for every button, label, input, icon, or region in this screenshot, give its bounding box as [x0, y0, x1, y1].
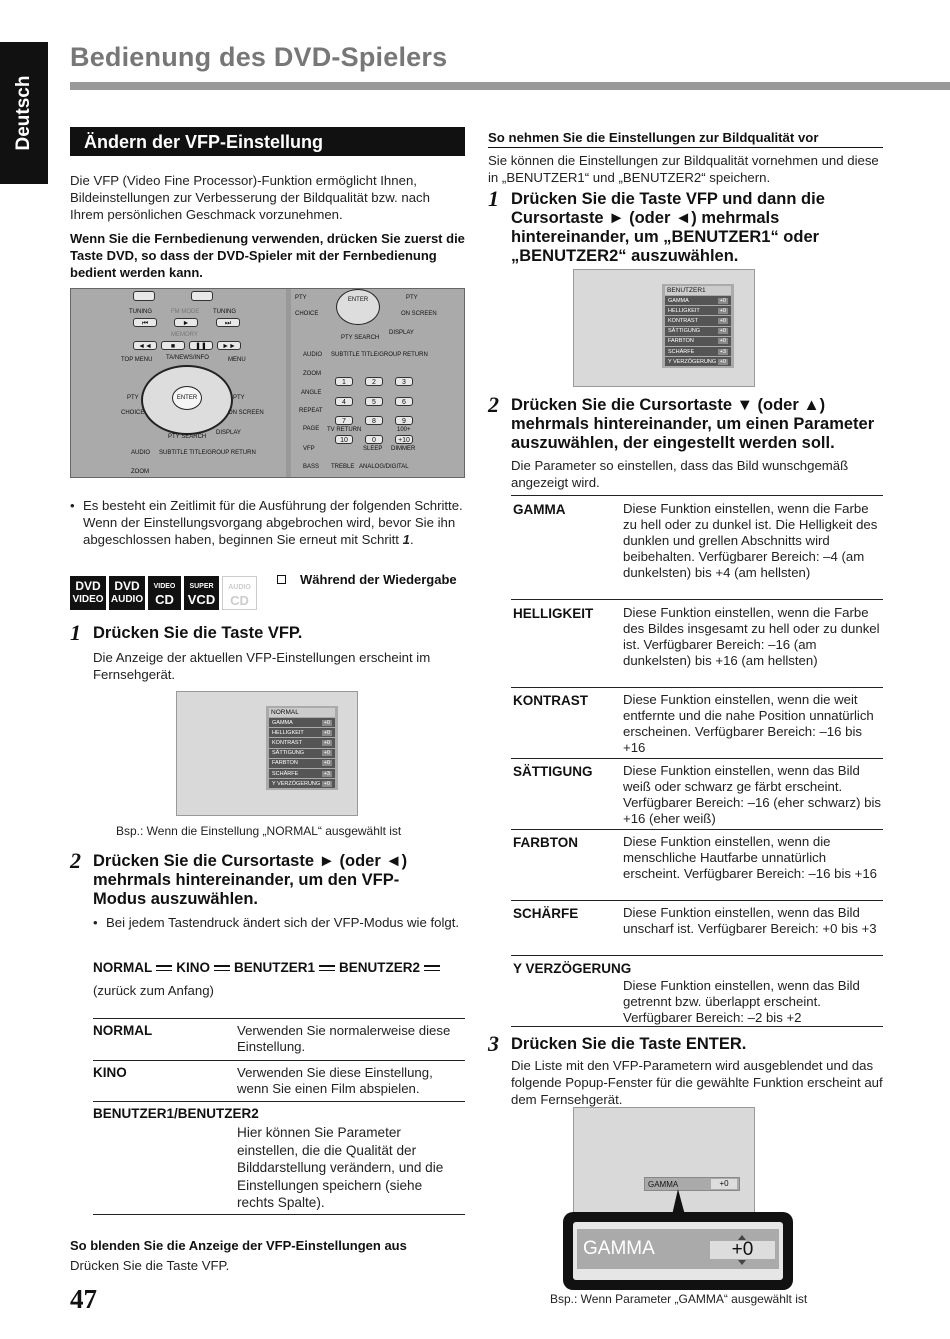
vfp-menu-rows	[269, 718, 335, 788]
number-key: 2	[365, 377, 383, 386]
remote-right-panel	[291, 289, 465, 478]
vfp-menu-rows	[665, 296, 731, 366]
vfp-param-name: HELLIGKEIT	[272, 729, 304, 736]
vfp-menu-row	[269, 779, 335, 788]
number-key: 5	[365, 397, 383, 406]
language-tab-label: Deutsch	[13, 75, 34, 151]
vfp-param-value: +0	[719, 338, 726, 345]
cycle-item: BENUTZER1	[234, 960, 316, 975]
next-key: ⏭	[216, 318, 240, 327]
param-key: SÄTTIGUNG	[513, 764, 593, 779]
vfp-param-name: HELLIGKEIT	[668, 307, 700, 314]
vfp-param-name: KONTRAST	[668, 317, 698, 324]
param-key: Y VERZÖGERUNG	[513, 961, 632, 976]
badge-audio-cd	[222, 576, 257, 610]
prev-key: ⏮	[133, 318, 157, 327]
vfp-param-value: +0	[323, 739, 330, 746]
vfp-menu-row	[269, 749, 335, 758]
remote-label: CHOICE	[121, 410, 145, 416]
vfp-menu-row	[269, 728, 335, 737]
badge-line: SUPER	[189, 583, 214, 590]
section-title-bar	[70, 127, 465, 156]
popup-large-name: GAMMA	[583, 1238, 655, 1259]
vfp-param-name: Y VERZÖGERUNG	[668, 358, 717, 365]
play-key: ►	[174, 318, 198, 327]
vfp-param-value: +0	[719, 317, 726, 324]
param-value: Diese Funktion einstellen, wenn das Bild unscharf ist. Verfügbarer Bereich: +0 bis +3	[623, 905, 877, 936]
vfp-menu-row	[269, 759, 335, 768]
popup-small-name: GAMMA	[648, 1180, 679, 1189]
vfp-menu-row	[269, 738, 335, 747]
vfp-param-name: GAMMA	[272, 719, 293, 726]
badge-line: VCD	[187, 592, 216, 607]
remote-label: ON SCREEN	[228, 410, 264, 416]
forward-key: ►►	[217, 341, 241, 350]
mode-value: Hier können Sie Parameter einstellen, die die Qualität der Bilddarstellung verändern, und die Einstellungen speichern (siehe rechts Spalte).	[237, 1125, 444, 1210]
title-rule	[70, 82, 950, 90]
tv-screen-normal	[176, 691, 358, 816]
remote-label: TV RETURN	[327, 427, 362, 433]
param-key: KONTRAST	[513, 693, 588, 708]
badge-line: AUDIO	[110, 594, 144, 605]
cycle-item: NORMAL	[93, 960, 153, 975]
vfp-menu-row	[665, 347, 731, 356]
bullet-marker: •	[93, 915, 98, 930]
badge-line: AUDIO	[228, 584, 251, 591]
vfp-param-value: +0	[323, 729, 330, 736]
screen-caption: Bsp.: Wenn die Einstellung „NORMAL“ ausgewählt ist	[116, 824, 402, 838]
param-row	[511, 687, 883, 758]
intro-text: Die VFP (Video Fine Processor)-Funktion ermöglicht Ihnen, Bildeinstellungen zur Verbesserung der Bildqualität bzw. nach Ihrem persönlichen Geschmack vorzunehmen.	[70, 173, 430, 222]
step-title: Drücken Sie die Taste VFP und dann die Cursortaste ► (oder ◄) mehrmals hintereinander, um „BENUTZER1“ oder „BENUTZER2“ auszuwählen.	[511, 190, 825, 265]
vfp-param-value: +0	[323, 750, 330, 757]
param-row	[511, 758, 883, 829]
hide-heading: So blenden Sie die Anzeige der VFP-Einstellungen aus	[70, 1238, 407, 1253]
param-value: Diese Funktion einstellen, wenn die menschliche Hautfarbe unnatürlich erscheint. Verfügbarer Bereich: –16 bis +16	[623, 834, 878, 881]
step-ref: 1	[402, 532, 410, 547]
step-number: 2	[488, 392, 499, 417]
vfp-menu-row	[665, 327, 731, 336]
vfp-menu-title: NORMAL	[269, 708, 335, 717]
remote-label: TA/NEWS/INFO	[166, 355, 209, 361]
popup-large-value: +0	[731, 1239, 754, 1260]
vfp-param-name: Y VERZÖGERUNG	[272, 780, 321, 787]
param-key: SCHÄRFE	[513, 906, 579, 921]
remote-label: ANGLE	[301, 390, 322, 396]
remote-label: REPEAT	[299, 408, 323, 414]
param-key: HELLIGKEIT	[513, 606, 594, 621]
during-playback-label: Während der Wiedergabe	[300, 572, 457, 587]
mode-row	[93, 1018, 465, 1060]
badge-dvd-video	[70, 576, 106, 610]
pause-key: ❚❚	[189, 341, 213, 350]
remote-label: AUDIO	[303, 352, 323, 358]
mode-value: Verwenden Sie diese Einstellung, wenn Sie einen Film abspielen.	[237, 1065, 433, 1096]
badge-line: CD	[230, 593, 249, 608]
step-title: Drücken Sie die Cursortaste ▼ (oder ▲) mehrmals hintereinander, um einen Parameter auszuwählen, der eingestellt werden soll.	[511, 396, 875, 452]
remote-label: PTY	[233, 395, 245, 401]
param-value: Diese Funktion einstellen, wenn die weit entfernte und die nahe Position unnatürlich erscheinen. Verfügbarer Bereich: –16 bis +16	[623, 692, 874, 755]
param-value: Diese Funktion einstellen, wenn die Farbe des Bildes insgesamt zu hell oder zu dunkel ist. Verfügbarer Bereich: –16 (am dunkelsten) bis +16 (am hellsten)	[623, 605, 880, 668]
badge-video-cd	[148, 576, 181, 610]
remote-label: DIMMER	[391, 446, 416, 452]
param-value: Diese Funktion einstellen, wenn die Farbe zu hell oder zu dunkel ist. Die Helligkeit des dunklen und grellen Abschnitts wird beibehalten. Verfügbarer Bereich: –4 (am dunkelsten) bis +4 (am hellsten)	[623, 501, 878, 580]
remote-label: AUDIO	[131, 450, 151, 456]
param-key: FARBTON	[513, 835, 579, 850]
badge-super-vcd	[184, 576, 219, 610]
popup-small-value: +0	[711, 1179, 737, 1189]
section-title: Ändern der VFP-Einstellung	[84, 132, 324, 152]
step-desc: Die Parameter so einstellen, dass das Bild wunschgemäß angezeigt wird.	[511, 458, 849, 490]
remote-left-panel	[71, 289, 286, 478]
remote-label: PTY SEARCH	[168, 434, 207, 440]
step-title: Drücken Sie die Taste ENTER.	[511, 1035, 747, 1053]
mode-value: Verwenden Sie normalerweise diese Einstellung.	[237, 1023, 451, 1054]
step-number: 1	[488, 186, 499, 211]
step-bullet: Bei jedem Tastendruck ändert sich der VFP-Modus wie folgt.	[106, 915, 460, 930]
number-key: 0	[365, 435, 383, 444]
cycle-item: KINO	[176, 960, 210, 975]
vfp-menu-row	[665, 296, 731, 305]
vfp-menu	[662, 284, 734, 368]
bullet-marker: •	[70, 498, 75, 513]
remote-label: VFP	[303, 446, 315, 452]
page-title: Bedienung des DVD-Spielers	[70, 42, 448, 72]
right-intro: Sie können die Einstellungen zur Bildqualität vornehmen und diese in „BENUTZER1“ und „BENUTZER2“ speichern.	[488, 153, 879, 185]
remote-label: PAGE	[303, 426, 320, 432]
number-key: 3	[395, 377, 413, 386]
vfp-menu	[266, 706, 338, 790]
stop-key: ■	[161, 341, 185, 350]
vfp-param-name: FARBTON	[272, 760, 298, 767]
vfp-param-value: +0	[719, 358, 726, 365]
vfp-param-name: KONTRAST	[272, 739, 302, 746]
remote-note: Wenn Sie die Fernbedienung verwenden, drücken Sie zuerst die Taste DVD, so dass der DVD-Spieler mit der Fernbedienung bedient werden kann.	[70, 231, 465, 280]
step-number: 1	[70, 620, 81, 645]
vfp-menu-row	[665, 357, 731, 366]
remote-label: PTY	[295, 295, 307, 301]
remote-label: MEMORY	[171, 332, 198, 338]
time-limit-text: Es besteht ein Zeitlimit für die Ausführung der folgenden Schritte. Wenn der Einstellungsvorgang abgebrochen wird, bevor Sie ihn abgeschlossen haben, beginnen Sie erneut mit Schritt	[83, 498, 463, 547]
mode-row	[93, 1060, 465, 1102]
step-title: Drücken Sie die Cursortaste ► (oder ◄) mehrmals hintereinander, um den VFP-Modus auszuwählen.	[93, 852, 408, 908]
badge-dvd-audio	[109, 576, 145, 610]
step-desc: Die Liste mit den VFP-Parametern wird ausgeblendet und das folgende Popup-Fenster für die gewählte Funktion erscheint auf dem Fernsehgerät.	[511, 1058, 883, 1107]
language-tab	[0, 42, 48, 184]
remote-label: 100+	[397, 427, 411, 433]
remote-label: PTY	[406, 295, 418, 301]
vfp-menu-title: BENUTZER1	[665, 286, 731, 295]
popup-caption: Bsp.: Wenn Parameter „GAMMA“ ausgewählt ist	[550, 1292, 808, 1306]
number-key: 7	[335, 416, 353, 425]
cycle-arrow-icon	[214, 963, 230, 973]
time-limit-note: Es besteht ein Zeitlimit für die Ausführung der folgenden Schritte. Wenn der Einstellungsvorgang abgebrochen wird, bevor Sie ihn abgeschlossen haben, beginnen Sie erneut mit Schritt 1.	[83, 498, 463, 547]
param-row	[511, 599, 883, 687]
remote-label: MENU	[228, 357, 246, 363]
right-heading: So nehmen Sie die Einstellungen zur Bildqualität vor	[488, 130, 883, 148]
remote-label: BASS	[303, 464, 320, 470]
remote-label: SUBTITLE TITLE/GROUP RETURN	[159, 450, 256, 456]
vfp-param-name: SCHÄRFE	[668, 348, 695, 355]
vfp-param-value: +0	[323, 719, 330, 726]
vfp-menu-row	[269, 769, 335, 778]
callout-pointer	[672, 1189, 685, 1215]
vfp-param-value: +0	[719, 307, 726, 314]
remote-label: DISPLAY	[216, 430, 241, 436]
remote-key	[133, 291, 155, 301]
vfp-menu-row	[665, 316, 731, 325]
remote-label: TUNING	[213, 309, 236, 315]
vfp-param-value: +0	[719, 297, 726, 304]
cycle-arrow-icon	[319, 963, 335, 973]
vfp-param-name: FARBTON	[668, 338, 694, 345]
badge-line: DVD	[114, 579, 140, 593]
number-key: 8	[365, 416, 383, 425]
number-key: 6	[395, 397, 413, 406]
page-number: 47	[70, 1284, 97, 1314]
step-number: 3	[488, 1031, 499, 1056]
remote-label: TUNING	[129, 309, 152, 315]
vfp-menu-row	[665, 337, 731, 346]
vfp-menu-row	[665, 306, 731, 315]
remote-label: PTY	[127, 395, 139, 401]
remote-label: PTY SEARCH	[341, 335, 380, 341]
enter-key-small: ENTER	[336, 289, 380, 325]
remote-label: ZOOM	[303, 371, 321, 377]
remote-key	[191, 291, 213, 301]
tv-screen-benutzer1	[573, 269, 755, 387]
remote-label: CHOICE	[295, 311, 319, 317]
number-key: 10	[335, 435, 353, 444]
badge-line: VIDEO	[72, 594, 104, 605]
param-key: GAMMA	[513, 502, 566, 517]
param-row	[511, 495, 883, 599]
hide-text: Drücken Sie die Taste VFP.	[70, 1258, 230, 1273]
remote-label: SUBTITLE TITLE/GROUP RETURN	[331, 352, 428, 358]
vfp-param-name: GAMMA	[668, 297, 689, 304]
vfp-param-value: +3	[323, 770, 330, 777]
param-value: Diese Funktion einstellen, wenn das Bild weiß oder schwarz ge färbt erscheint. Verfügbarer Bereich: –16 (eher schwarz) bis +16 (eher weiß)	[623, 763, 882, 826]
mode-row	[93, 1101, 465, 1215]
cycle-item: BENUTZER2	[339, 960, 421, 975]
remote-label: DISPLAY	[389, 330, 414, 336]
vfp-param-name: SCHÄRFE	[272, 770, 299, 777]
enter-key: ENTER	[172, 386, 202, 410]
remote-label: TREBLE	[331, 464, 355, 470]
step-number: 2	[70, 848, 81, 873]
step-title: Drücken Sie die Taste VFP.	[93, 624, 303, 642]
remote-label: ON SCREEN	[401, 311, 437, 317]
vfp-param-value: +0	[323, 760, 330, 767]
badge-line: DVD	[75, 579, 101, 593]
checkbox-icon	[277, 575, 286, 584]
param-row	[511, 900, 883, 955]
remote-control-illustration	[70, 288, 465, 478]
rewind-key: ◄◄	[133, 341, 157, 350]
mode-key: NORMAL	[93, 1023, 153, 1038]
badge-line: VIDEO	[153, 583, 176, 590]
remote-label: FM MODE	[171, 309, 200, 315]
remote-label: ANALOG/DIGITAL	[359, 464, 409, 470]
number-key: 1	[335, 377, 353, 386]
vfp-param-name: SÄTTIGUNG	[668, 328, 701, 335]
param-row	[511, 955, 883, 1027]
mode-key: BENUTZER1/BENUTZER2	[93, 1106, 259, 1121]
remote-label: TOP MENU	[121, 357, 153, 363]
vfp-param-value: +0	[323, 780, 330, 787]
param-row	[511, 829, 883, 900]
number-key: 9	[395, 416, 413, 425]
mode-cycle	[93, 960, 444, 975]
step-desc: Die Anzeige der aktuellen VFP-Einstellungen erscheint im Fernsehgerät.	[93, 650, 431, 682]
cycle-note: (zurück zum Anfang)	[93, 983, 214, 998]
cycle-arrow-icon	[424, 963, 440, 973]
remote-label: SLEEP	[363, 446, 383, 452]
param-value: Diese Funktion einstellen, wenn das Bild getrennt bzw. überlappt erscheint. Verfügbarer Bereich: –2 bis +2	[623, 978, 860, 1025]
remote-label: ZOOM	[131, 469, 149, 475]
badge-line: CD	[155, 592, 174, 607]
vfp-param-value: +0	[719, 328, 726, 335]
cycle-arrow-icon	[156, 963, 172, 973]
mode-key: KINO	[93, 1065, 127, 1080]
vfp-param-name: SÄTTIGUNG	[272, 750, 305, 757]
number-key: 4	[335, 397, 353, 406]
vfp-menu-row	[269, 718, 335, 727]
number-key: +10	[395, 435, 413, 444]
vfp-param-value: +3	[719, 348, 726, 355]
